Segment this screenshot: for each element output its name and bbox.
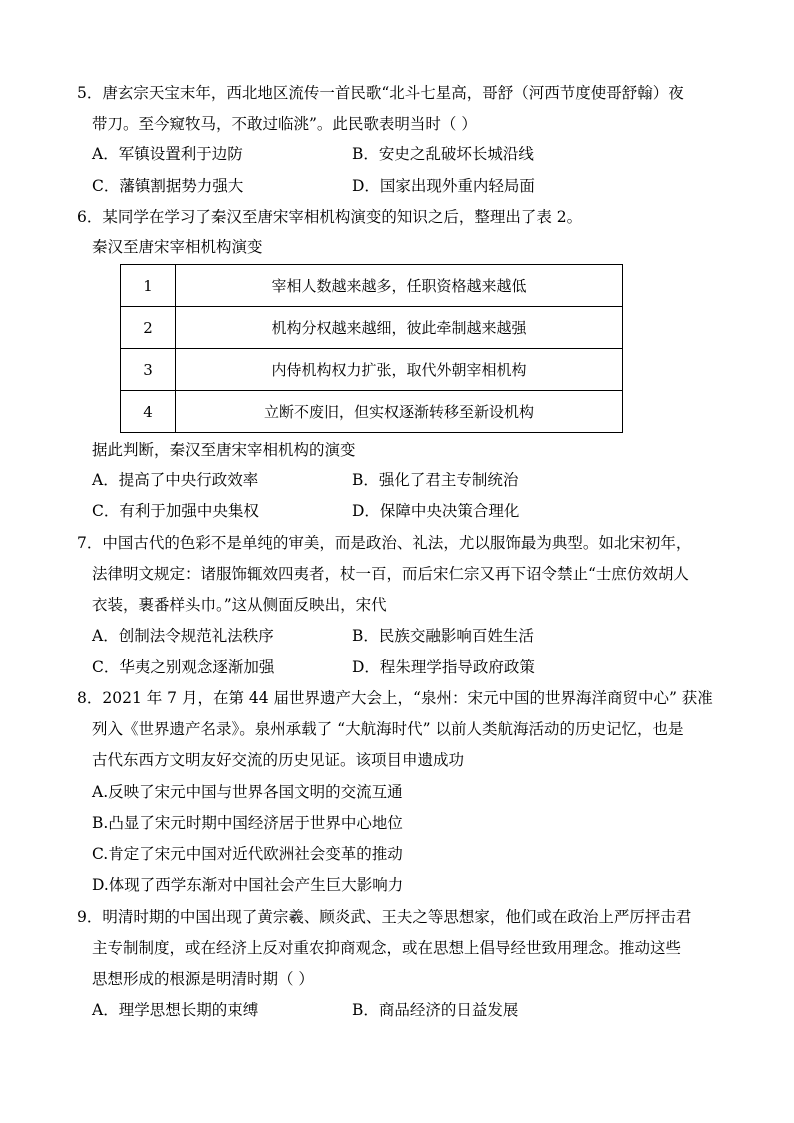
question-9-option-b: B．商品经济的日益发展 — [352, 1001, 519, 1019]
table-row-text: 宰相人数越来越多，任职资格越来越低 — [176, 265, 623, 307]
question-7-stem-line1: 7．中国古代的色彩不是单纯的审美，而是政治、礼法，尤以服饰最为典型。如北宋初年， — [77, 534, 692, 552]
table-row-number: 3 — [121, 349, 176, 391]
table-row-text: 立断不废旧，但实权逐渐转移至新设机构 — [176, 391, 623, 433]
question-9-stem-line3: 思想形成的根源是明清时期（ ） — [92, 970, 314, 988]
question-6-stem-line1: 6．某同学在学习了秦汉至唐宋宰相机构演变的知识之后，整理出了表 2。 — [77, 208, 583, 226]
table-row-number: 2 — [121, 307, 176, 349]
table-row-number: 4 — [121, 391, 176, 433]
table-row — [121, 307, 623, 349]
question-5-option-a: A．军镇设置利于边防 — [92, 145, 243, 163]
question-8-stem-line3: 古代东西方文明友好交流的历史见证。该项目申遗成功 — [92, 751, 465, 769]
question-7-stem-line3: 衣装，裹番样头巾。”这从侧面反映出，宋代 — [92, 596, 387, 614]
question-7-stem-line2: 法律明文规定：诸服饰辄效四夷者，杖一百，而后宋仁宗又再下诏令禁止“士庶仿效胡人 — [92, 565, 689, 583]
question-7-option-c: C．华夷之别观念逐渐加强 — [92, 658, 275, 676]
question-9-option-a: A．理学思想长期的束缚 — [92, 1001, 259, 1019]
question-9-stem-line2: 主专制制度，或在经济上反对重农抑商观念，或在思想上倡导经世致用理念。推动这些 — [92, 939, 682, 957]
table-row-text: 机构分权越来越细，彼此牵制越来越强 — [176, 307, 623, 349]
table-caption: 秦汉至唐宋宰相机构演变 — [92, 238, 263, 256]
question-8-option-b: B.凸显了宋元时期中国经济居于世界中心地位 — [92, 814, 403, 832]
table-row — [121, 349, 623, 391]
question-5-stem-line2: 带刀。至今窥牧马，不敢过临洮”。此民歌表明当时（ ） — [92, 115, 477, 133]
question-8-option-a: A.反映了宋元中国与世界各国文明的交流互通 — [92, 783, 403, 801]
question-6-option-d: D．保障中央决策合理化 — [352, 502, 520, 520]
question-7-option-a: A．创制法令规范礼法秩序 — [92, 627, 274, 645]
question-8-option-c: C.肯定了宋元中国对近代欧洲社会变革的推动 — [92, 845, 403, 863]
question-6-option-a: A．提高了中央行政效率 — [92, 471, 259, 489]
question-5-option-d: D．国家出现外重内轻局面 — [352, 177, 535, 195]
question-8-stem-line1: 8．2021 年 7 月，在第 44 届世界遗产大会上，“泉州：宋元中国的世界海洋商贸中心” 获准 — [77, 689, 713, 707]
question-6-option-c: C．有利于加强中央集权 — [92, 502, 259, 520]
table-row-number: 1 — [121, 265, 176, 307]
question-6-option-b: B．强化了君主专制统治 — [352, 471, 519, 489]
question-9-stem-line1: 9．明清时期的中国出现了黄宗羲、顾炎武、王夫之等思想家，他们或在政治上严厉抨击君 — [77, 908, 692, 926]
table-row — [121, 391, 623, 433]
question-7-option-d: D．程朱理学指导政府政策 — [352, 658, 535, 676]
table-row-text: 内侍机构权力扩张，取代外朝宰相机构 — [176, 349, 623, 391]
question-8-stem-line2: 列入《世界遗产名录》。泉州承载了 “大航海时代” 以前人类航海活动的历史记忆，也是 — [92, 720, 684, 738]
table-row — [121, 265, 623, 307]
question-5-option-c: C．藩镇割据势力强大 — [92, 177, 244, 195]
question-5-stem-line1: 5．唐玄宗天宝末年，西北地区流传一首民歌“北斗七星高，哥舒（河西节度使哥舒翰）夜 — [77, 84, 684, 102]
question-7-option-b: B．民族交融影响百姓生活 — [352, 627, 534, 645]
question-5-option-b: B．安史之乱破坏长城沿线 — [352, 145, 534, 163]
institution-evolution-table — [120, 264, 623, 433]
question-8-option-d: D.体现了西学东渐对中国社会产生巨大影响力 — [92, 876, 404, 894]
question-6-stem-after: 据此判断，秦汉至唐宋宰相机构的演变 — [92, 441, 356, 459]
